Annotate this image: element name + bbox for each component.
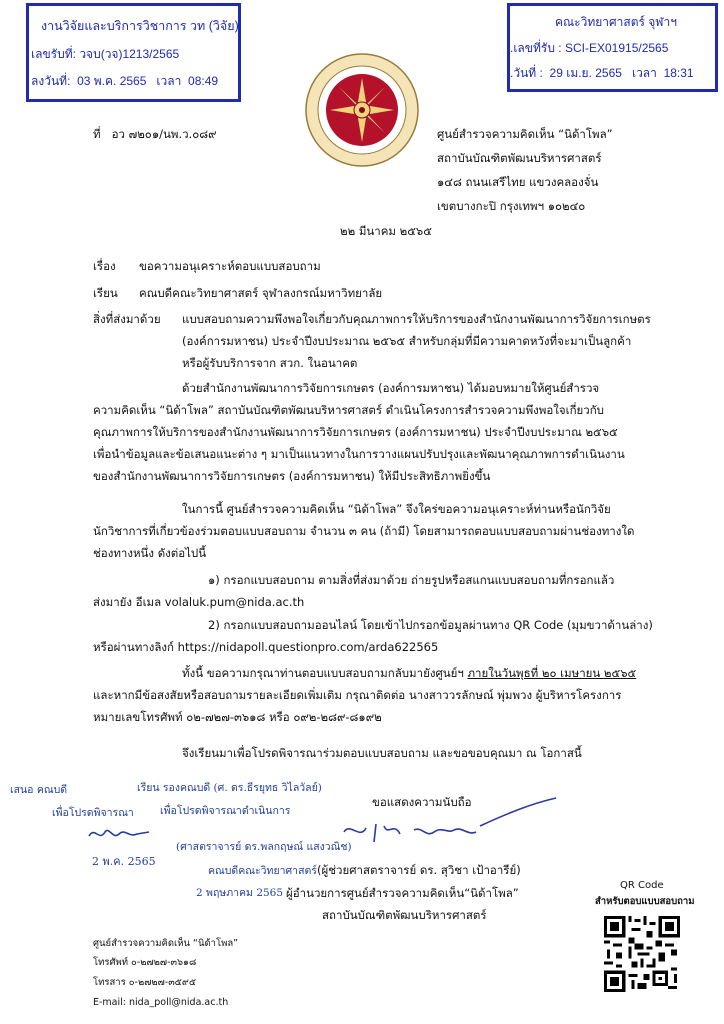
body-paragraph-line: หมายเลขโทรศัพท์ ๐๒-๗๒๗-๓๖๑๘ หรือ ๐๙๒-๒๘๙-๘๑๙๒ (93, 710, 382, 724)
qr-title: QR Code (620, 880, 664, 891)
handwritten-note-date: 2 พฤษภาคม 2565 (196, 887, 284, 899)
qr-subtitle: สำหรับตอบแบบสอบถาม (595, 896, 695, 907)
survey-qr-code[interactable] (604, 916, 680, 992)
letter-date: ๒๒ มีนาคม ๒๕๖๕ (340, 224, 432, 238)
body-paragraph-line: ทั้งนี้ ขอความกรุณาท่านตอบแบบสอบถามกลับมายังศูนย์ฯ ภายในวันพุธที่ ๒๐ เมษายน ๒๕๖๕ (182, 666, 637, 680)
handwritten-signer-name: (ศาสตราจารย์ ดร.พลกฤษณ์ แสงวณิช) (176, 841, 352, 853)
handwritten-note-line: เรียน รองคณบดี (ศ. ดร.ธีรยุทธ วิไลวัลย์) (137, 782, 322, 794)
body-paragraph-line: ในการนี้ ศูนย์สำรวจความคิดเห็น “นิด้าโพล” จึงใคร่ขอความอนุเคราะห์ท่านหรือนักวิจัย (182, 502, 611, 516)
footer-contact-line: ศูนย์สำรวจความคิดเห็น “นิด้าโพล” (93, 938, 239, 949)
subject-text: ขอความอนุเคราะห์ตอบแบบสอบถาม (139, 259, 321, 273)
body-paragraph-line: ด้วยสำนักงานพัฒนาการวิจัยการเกษตร (องค์การมหาชน) ได้มอบหมายให้ศูนย์สำรวจ (182, 381, 600, 395)
sender-address-line: ๑๔๘ ถนนเสรีไทย แขวงคลองจั่น (437, 175, 599, 189)
signer-title-line: สถาบันบัณฑิตพัฒนบริหารศาสตร์ (322, 908, 487, 922)
footer-contact-line: โทรสาร ๐-๒๗๒๗-๓๕๙๕ (93, 977, 197, 988)
enclosure-line: (องค์การมหาชน) ประจำปีงบประมาณ ๒๕๖๕ สำหรับกลุ่มที่มีความคาดหวังที่จะมาเป็นลูกค้า (182, 334, 632, 348)
body-paragraph-line: นักวิชาการที่เกี่ยวข้องร่วมตอบแบบสอบถาม จำนวน ๓ คน (ถ้ามี) โดยสามารถตอบแบบสอบถามผ่านช่องทางใด (93, 524, 635, 538)
sender-address-line: เขตบางกะปิ กรุงเทพฯ ๑๐๒๔๐ (437, 199, 586, 213)
handwritten-note-line: เสนอ คณบดี (10, 784, 68, 796)
body-paragraph-line: ความคิดเห็น “นิด้าโพล” สถาบันบัณฑิตพัฒนบริหารศาสตร์ ดำเนินโครงการสำรวจความพึงพอใจเกี่ยวกับ (93, 403, 604, 417)
recipient-label: เรียน (93, 286, 118, 300)
stamp-date-row: ลงวันที่: 03 พ.ค. 2565 เวลา 08:49 (31, 74, 219, 88)
reference-number: ที่ อว ๗๒๐๑/นพ.ว.๐๘๙ (93, 127, 217, 141)
closing-line: จึงเรียนมาเพื่อโปรดพิจารณาร่วมตอบแบบสอบถาม และขอขอบคุณมา ณ โอกาสนี้ (182, 746, 582, 760)
deadline-text: ภายในวันพุธที่ ๒๐ เมษายน ๒๕๖๕ (467, 666, 637, 680)
stamp-date-row: .วันที่ : 29 เม.ย. 2565 เวลา 18:31 (510, 66, 694, 80)
nida-emblem-logo (304, 52, 420, 168)
body-paragraph-line: และหากมีข้อสงสัยหรือสอบถามรายละเอียดเพิ่มเติม กรุณาติดต่อ นางสาววรลักษณ์ พุ่มพวง ผู้บริหารโครงการ (93, 688, 622, 702)
footer-contact-line: โทรศัพท์ ๐-๒๗๒๗-๓๖๑๘ (93, 957, 197, 968)
body-paragraph-line: คุณภาพการให้บริการของสำนักงานพัฒนาการวิจัยการเกษตร (องค์การมหาชน) ประจำปีงบประมาณ ๒๕๖๕ (93, 425, 618, 439)
signer-title-line: ผู้อำนวยการศูนย์สำรวจความคิดเห็น“นิด้าโพล” (286, 886, 519, 900)
signer-name: (ผู้ช่วยศาสตราจารย์ ดร. สุวิชา เป้าอารีย์) (317, 863, 521, 877)
enclosure-label: สิ่งที่ส่งมาด้วย (93, 312, 161, 326)
sender-address-line: สถาบันบัณฑิตพัฒนบริหารศาสตร์ (437, 151, 602, 165)
option-item-line: ส่งมายัง อีเมล volaluk.pum@nida.ac.th (93, 595, 305, 609)
enclosure-line: หรือผู้รับบริการจาก สวก. ในอนาคต (182, 356, 358, 370)
stamp-title: คณะวิทยาศาสตร์ จุฬาฯ (555, 15, 677, 29)
body-paragraph-line: ช่องทางหนึ่ง ดังต่อไปนี้ (93, 546, 207, 560)
footer-contact-line: E-mail: nida_poll@nida.ac.th (93, 997, 229, 1008)
body-paragraph-line: เพื่อนำข้อมูลและข้อเสนอแนะต่าง ๆ มาเป็นแนวทางในการวางแผนปรับปรุงและพัฒนาคุณภาพการดำเนินงาน (93, 447, 625, 461)
received-stamp-faculty (507, 3, 718, 92)
stamp-number-row: .เลขที่รับ : SCI-EX01915/2565 (510, 41, 669, 55)
handwritten-note-date: 2 พ.ค. 2565 (92, 855, 156, 868)
option-item-line: 2) กรอกแบบสอบถามออนไลน์ โดยเข้าไปกรอกข้อมูลผ่านทาง QR Code (มุมขวาด้านล่าง) (208, 618, 653, 632)
stamp-title: งานวิจัยและบริการวิชาการ วท (วิจัย) (41, 19, 239, 33)
received-stamp-research (26, 3, 241, 102)
sender-address-line: ศูนย์สำรวจความคิดเห็น “นิด้าโพล” (437, 127, 613, 141)
recipient-text: คณบดีคณะวิทยาศาสตร์ จุฬาลงกรณ์มหาวิทยาลัย (139, 286, 383, 300)
subject-label: เรื่อง (93, 259, 116, 273)
body-paragraph-line: ของสำนักงานพัฒนาการวิจัยการเกษตร (องค์การมหาชน) ให้มีประสิทธิภาพยิ่งขึ้น (93, 469, 491, 483)
enclosure-line: แบบสอบถามความพึงพอใจเกี่ยวกับคุณภาพการให้บริการของสำนักงานพัฒนาการวิจัยการเกษตร (182, 312, 651, 326)
handwritten-note-line: เพื่อโปรดพิจารณาดำเนินการ (160, 805, 291, 817)
director-signature (330, 796, 560, 852)
handwritten-note-line: เพื่อโปรดพิจารณา (52, 807, 134, 819)
regards-text: ขอแสดงความนับถือ (372, 795, 472, 809)
stamp-number-row: เลขรับที่: วจบ(วจ)1213/2565 (31, 47, 180, 61)
option-item-line: ๑) กรอกแบบสอบถาม ตามสิ่งที่ส่งมาด้วย ถ่ายรูปหรือสแกนแบบสอบถามที่กรอกแล้ว (208, 573, 615, 587)
handwritten-signature-note1 (85, 822, 155, 846)
handwritten-signer-title: คณบดีคณะวิทยาศาสตร์ (208, 865, 317, 877)
option-item-line: หรือผ่านทางลิงก์ https://nidapoll.questionpro.com/arda622565 (93, 640, 439, 654)
